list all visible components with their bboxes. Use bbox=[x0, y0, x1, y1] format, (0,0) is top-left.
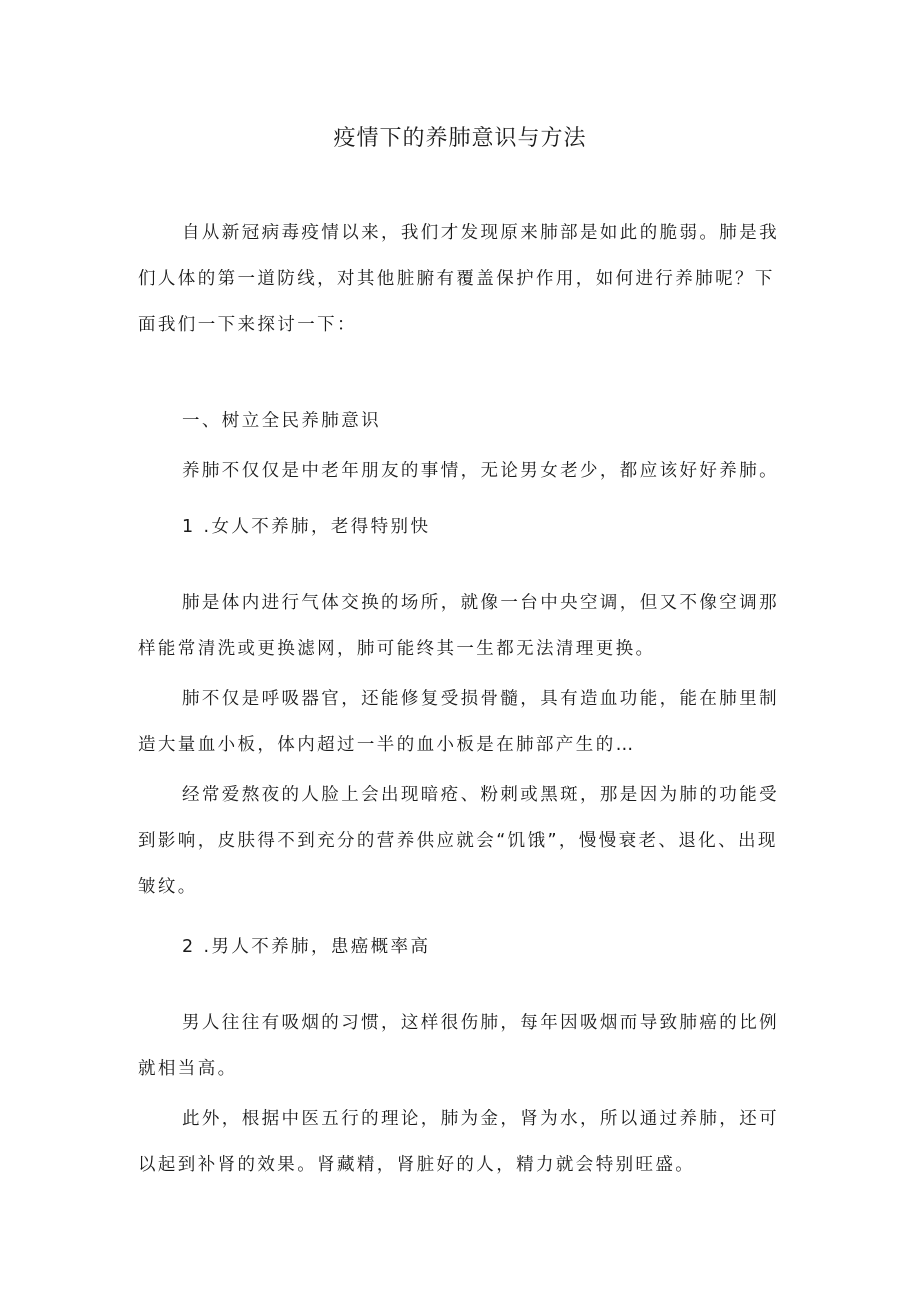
sub2-paragraph-2: 此外，根据中医五行的理论，肺为金，肾为水，所以通过养肺，还可以起到补肾的效果。肾藏精，肾脏好的人，精力就会特别旺盛。 bbox=[138, 1109, 779, 1175]
sub1-paragraph-2: 肺不仅是呼吸器官，还能修复受损骨髓，具有造血功能，能在肺里制造大量血小板，体内超过一半的血小板是在肺部产生的… bbox=[138, 689, 779, 755]
section1-paragraph: 养肺不仅仅是中老年朋友的事情，无论男女老少，都应该好好养肺。 bbox=[182, 461, 779, 481]
document-title: 疫情下的养肺意识与方法 bbox=[333, 126, 587, 151]
sub2-paragraph-1: 男人往往有吸烟的习惯，这样很伤肺，每年因吸烟而导致肺癌的比例就相当高。 bbox=[138, 1013, 779, 1079]
section1-heading: 一、树立全民养肺意识 bbox=[182, 411, 381, 431]
sub1-heading: 1 .女人不养肺，老得特别快 bbox=[182, 517, 431, 537]
sub2-heading: 2 .男人不养肺，患癌概率高 bbox=[182, 937, 431, 957]
sub1-paragraph-3: 经常爱熬夜的人脸上会出现暗疮、粉刺或黑斑，那是因为肺的功能受到影响，皮肤得不到充分的营养供应就会“饥饿”，慢慢衰老、退化、出现皱纹。 bbox=[138, 785, 779, 897]
sub1-paragraph-1: 肺是体内进行气体交换的场所，就像一台中央空调，但又不像空调那样能常清洗或更换滤网，肺可能终其一生都无法清理更换。 bbox=[138, 593, 779, 659]
intro-paragraph: 自从新冠病毒疫情以来，我们才发现原来肺部是如此的脆弱。肺是我们人体的第一道防线，对其他脏腑有覆盖保护作用，如何进行养肺呢？下面我们一下来探讨一下： bbox=[138, 223, 779, 335]
